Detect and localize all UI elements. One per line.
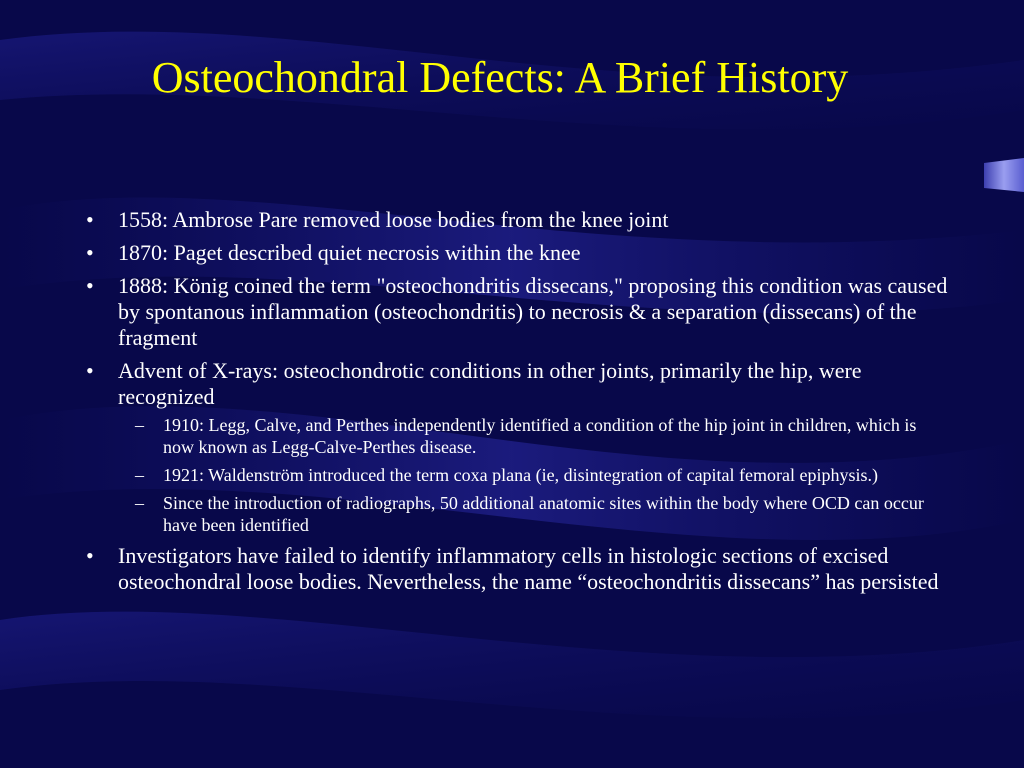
bullet-item xyxy=(78,358,948,536)
bullet-list xyxy=(78,207,948,595)
slide-title: Osteochondral Defects: A Brief History xyxy=(151,53,849,102)
bullet-text: 1888: König coined the term "osteochondritis dissecans," proposing this condition was caused by spontanous inflammation (osteochondritis) to necrosis & a separation (dissecans) of the fragment xyxy=(118,273,948,350)
bullet-text: 1558: Ambrose Pare removed loose bodies from the knee joint xyxy=(118,207,669,232)
tab-accent-decoration xyxy=(984,158,1024,192)
sub-bullet-text: Since the introduction of radiographs, 50 additional anatomic sites within the body where OCD can occur have been identified xyxy=(163,493,924,535)
bullet-text: Investigators have failed to identify inflammatory cells in histologic sections of excised osteochondral loose bodies. Nevertheless, the name “osteochondritis dissecans” has persisted xyxy=(118,543,939,594)
bullet-dot-icon: • xyxy=(86,207,94,232)
dash-icon: – xyxy=(135,493,144,513)
bullet-text: 1870: Paget described quiet necrosis within the knee xyxy=(118,240,581,265)
sub-bullet-item xyxy=(118,492,948,536)
bullet-item xyxy=(78,543,948,595)
bullet-item xyxy=(78,207,948,233)
bullet-item xyxy=(78,273,948,351)
sub-bullet-list xyxy=(118,414,948,536)
bullet-dot-icon: • xyxy=(86,240,94,265)
sub-bullet-item xyxy=(118,464,948,486)
dash-icon: – xyxy=(135,465,144,485)
bullet-item xyxy=(78,240,948,266)
bullet-dot-icon: • xyxy=(86,358,94,383)
bullet-dot-icon: • xyxy=(86,543,94,568)
sub-bullet-text: 1910: Legg, Calve, and Perthes independently identified a condition of the hip joint in children, which is now known as Legg-Calve-Perthes disease. xyxy=(163,415,917,457)
dash-icon: – xyxy=(135,415,144,435)
sub-bullet-text: 1921: Waldenström introduced the term coxa plana (ie, disintegration of capital femoral epiphysis.) xyxy=(163,465,879,485)
sub-bullet-item xyxy=(118,414,948,458)
bullet-dot-icon: • xyxy=(86,273,94,298)
slide-body xyxy=(78,207,948,602)
bullet-text: Advent of X-rays: osteochondrotic conditions in other joints, primarily the hip, were recognized xyxy=(118,358,862,409)
